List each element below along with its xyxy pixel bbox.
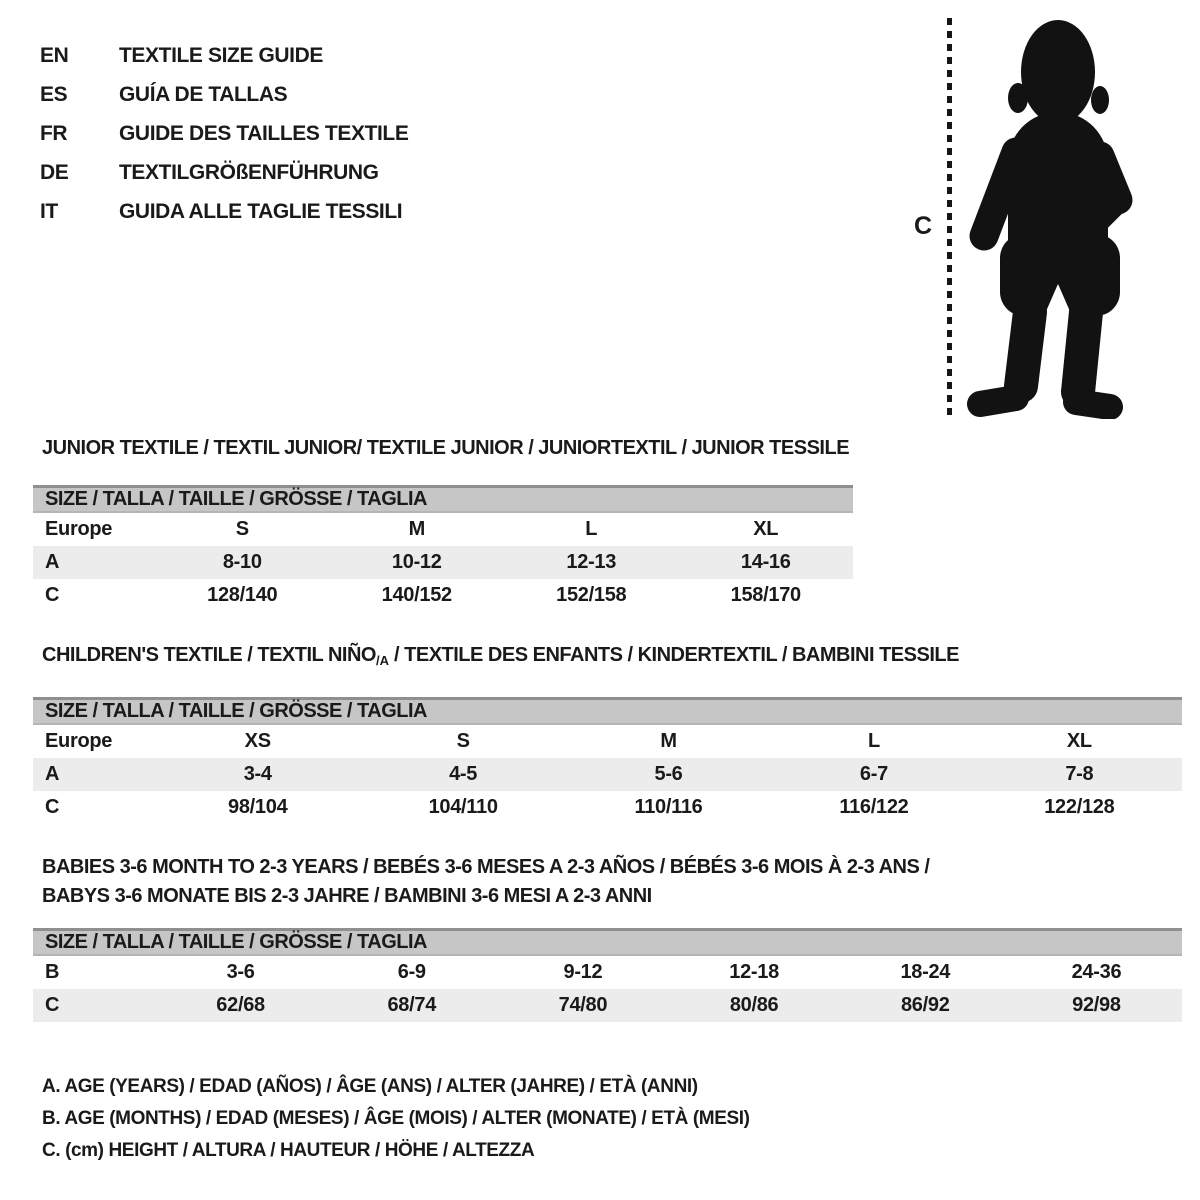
title-part: CHILDREN'S TEXTILE / TEXTIL NIÑO — [42, 644, 376, 666]
section-junior-textile — [33, 436, 853, 612]
table-cell: XL — [1066, 730, 1092, 752]
table-cell: S — [235, 518, 249, 540]
row-label: C — [45, 994, 60, 1016]
row-label: A — [45, 763, 60, 785]
language-code: ES — [40, 82, 68, 106]
language-title: GUIDE DES TAILLES TEXTILE — [119, 121, 409, 145]
table-row — [33, 956, 1182, 989]
row-label: Europe — [45, 730, 113, 752]
language-row — [40, 192, 408, 231]
table-row — [33, 579, 853, 612]
table-cell: 110/116 — [634, 796, 703, 818]
row-label: B — [45, 961, 60, 983]
section-babies-textile — [33, 853, 1182, 1022]
table-cell: XS — [244, 730, 271, 752]
table-cell: 6-9 — [397, 961, 426, 983]
language-row — [40, 153, 408, 192]
table-cell: 128/140 — [207, 584, 278, 606]
section-title — [42, 643, 1182, 673]
table-cell: 7-8 — [1065, 763, 1094, 785]
table-row — [33, 513, 853, 546]
table-cell: 8-10 — [222, 551, 262, 573]
language-row — [40, 36, 408, 75]
footnote-line: B. AGE (MONTHS) / EDAD (MESES) / ÂGE (MOIS) / ALTER (MONATE) / ETÀ (MESI) — [42, 1108, 750, 1129]
language-title: TEXTILE SIZE GUIDE — [119, 43, 323, 67]
table-cell: 24-36 — [1071, 961, 1122, 983]
table-row — [33, 989, 1182, 1022]
title-line-2: BABYS 3-6 MONATE BIS 2-3 JAHRE / BAMBINI 3-6 MESI A 2-3 ANNI — [42, 885, 652, 907]
table-cell: L — [585, 518, 598, 540]
table-cell: 140/152 — [381, 584, 452, 606]
table-cell: M — [408, 518, 425, 540]
height-measure-dashed-line — [947, 18, 952, 415]
language-row — [40, 114, 408, 153]
language-row — [40, 75, 408, 114]
table-cell: 12-18 — [729, 961, 779, 983]
table-cell: 74/80 — [558, 994, 608, 1016]
footnote-line: C. (cm) HEIGHT / ALTURA / HAUTEUR / HÖHE / ALTEZZA — [42, 1140, 535, 1161]
footnote-line: A. AGE (YEARS) / EDAD (AÑOS) / ÂGE (ANS) / ALTER (JAHRE) / ETÀ (ANNI) — [42, 1076, 698, 1097]
row-label: C — [45, 796, 60, 818]
table-row — [33, 725, 1182, 758]
table-cell: 104/110 — [428, 796, 498, 818]
language-header — [40, 36, 408, 231]
size-header-bar: SIZE / TALLA / TAILLE / GRÖSSE / TAGLIA — [33, 928, 1182, 956]
table-rows — [33, 956, 1182, 1022]
table-cell: 6-7 — [859, 763, 888, 785]
footnote-legend — [42, 1071, 750, 1167]
table-cell: 116/122 — [839, 796, 909, 818]
section-title: JUNIOR TEXTILE / TEXTIL JUNIOR/ TEXTILE JUNIOR / JUNIORTEXTIL / JUNIOR TESSILE — [42, 437, 850, 459]
toddler-silhouette — [958, 14, 1140, 419]
table-cell: 18-24 — [900, 961, 951, 983]
table-cell: 158/170 — [730, 584, 801, 606]
table-cell: 12-13 — [566, 551, 617, 573]
junior-size-table — [33, 485, 853, 612]
table-rows — [33, 725, 1182, 824]
table-cell: 122/128 — [1044, 796, 1115, 818]
table-cell: 98/104 — [228, 796, 288, 818]
section-childrens-textile — [33, 643, 1182, 824]
table-cell: 3-6 — [226, 961, 255, 983]
table-cell: XL — [753, 518, 779, 540]
row-label: Europe — [45, 518, 113, 540]
size-header-bar: SIZE / TALLA / TAILLE / GRÖSSE / TAGLIA — [33, 697, 1182, 725]
table-cell: 4-5 — [449, 763, 478, 785]
table-cell: 5-6 — [654, 763, 683, 785]
table-row — [33, 791, 1182, 824]
title-line-1: BABIES 3-6 MONTH TO 2-3 YEARS / BEBÉS 3-6 MESES A 2-3 AÑOS / BÉBÉS 3-6 MOIS À 2-3 ANS / — [42, 856, 930, 878]
table-cell: S — [456, 730, 470, 752]
table-cell: 80/86 — [729, 994, 779, 1016]
section-title — [42, 853, 1182, 911]
language-title: TEXTILGRÖßENFÜHRUNG — [119, 160, 379, 184]
language-title: GUÍA DE TALLAS — [119, 82, 288, 106]
children-size-table — [33, 697, 1182, 824]
table-rows — [33, 513, 853, 612]
row-label: C — [45, 584, 60, 606]
language-code: IT — [40, 199, 58, 223]
table-row — [33, 546, 853, 579]
language-code: EN — [40, 43, 69, 67]
table-cell: L — [867, 730, 880, 752]
table-row — [33, 758, 1182, 791]
table-cell: 3-4 — [243, 763, 272, 785]
title-part: / TEXTILE DES ENFANTS / KINDERTEXTIL / BAMBINI TESSILE — [388, 644, 959, 666]
language-code: DE — [40, 160, 69, 184]
table-cell: 9-12 — [563, 961, 603, 983]
language-code: FR — [40, 121, 68, 145]
table-cell: 68/74 — [387, 994, 437, 1016]
row-label: A — [45, 551, 60, 573]
babies-size-table — [33, 928, 1182, 1022]
table-cell: 14-16 — [740, 551, 791, 573]
height-measure-label: C — [914, 212, 933, 240]
table-cell: 86/92 — [900, 994, 950, 1016]
table-cell: 10-12 — [391, 551, 442, 573]
table-cell: 62/68 — [216, 994, 265, 1016]
language-title: GUIDA ALLE TAGLIE TESSILI — [119, 199, 403, 223]
table-cell: 92/98 — [1072, 994, 1121, 1016]
table-cell: 152/158 — [556, 584, 627, 606]
size-header-bar: SIZE / TALLA / TAILLE / GRÖSSE / TAGLIA — [33, 485, 853, 513]
table-cell: M — [660, 730, 677, 752]
title-subscript: /A — [375, 653, 389, 668]
